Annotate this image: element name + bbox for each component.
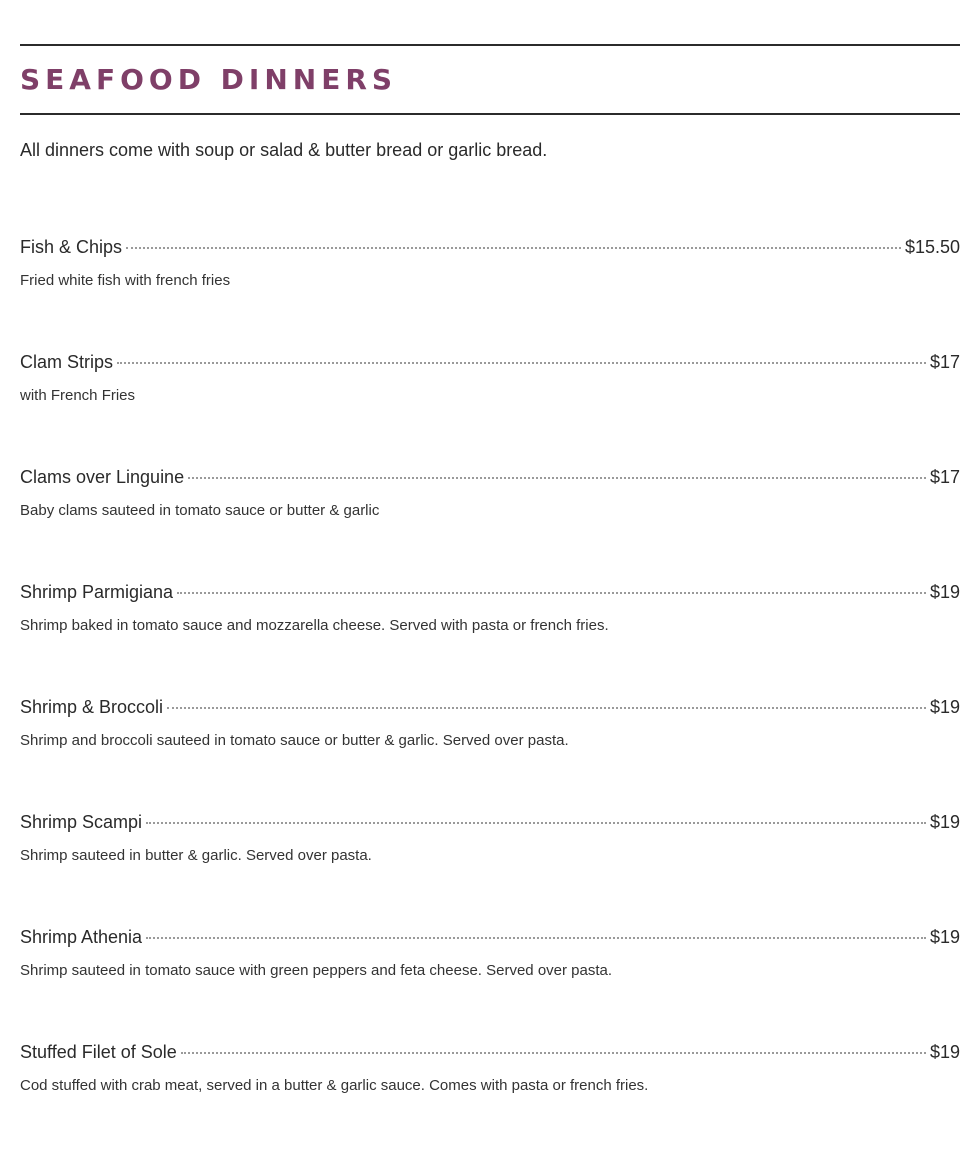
menu-item bbox=[20, 810, 960, 925]
menu-item bbox=[20, 580, 960, 695]
menu-item-price: $19 bbox=[929, 927, 960, 947]
dot-leader bbox=[177, 592, 926, 594]
menu-item bbox=[20, 925, 960, 1040]
menu-item-name: Shrimp Parmigiana bbox=[20, 582, 174, 602]
menu-item-name: Shrimp & Broccoli bbox=[20, 697, 164, 717]
dot-leader bbox=[188, 477, 926, 479]
menu-item-price: $19 bbox=[929, 812, 960, 832]
dot-leader bbox=[146, 822, 926, 824]
section-intro: All dinners come with soup or salad & butter bread or garlic bread. bbox=[20, 140, 548, 160]
menu-item-description: Cod stuffed with crab meat, served in a butter & garlic sauce. Comes with pasta or french fries. bbox=[20, 1077, 649, 1094]
menu-item bbox=[20, 235, 960, 350]
dot-leader bbox=[181, 1052, 926, 1054]
menu-item-price: $19 bbox=[929, 697, 960, 717]
menu-item-description: with French Fries bbox=[20, 387, 136, 404]
dot-leader bbox=[126, 247, 901, 249]
menu-item bbox=[20, 465, 960, 580]
menu-item-name: Clams over Linguine bbox=[20, 467, 185, 487]
menu-item-name: Shrimp Scampi bbox=[20, 812, 143, 832]
menu-item-price: $19 bbox=[929, 1042, 960, 1062]
menu-item-name: Fish & Chips bbox=[20, 237, 123, 257]
menu-item-name: Shrimp Athenia bbox=[20, 927, 143, 947]
menu-item-description: Shrimp and broccoli sauteed in tomato sauce or butter & garlic. Served over pasta. bbox=[20, 732, 569, 749]
menu-item-description: Shrimp sauteed in butter & garlic. Served over pasta. bbox=[20, 847, 372, 864]
menu-item-description: Shrimp sauteed in tomato sauce with green peppers and feta cheese. Served over pasta. bbox=[20, 962, 613, 979]
dot-leader bbox=[167, 707, 926, 709]
menu-item-price: $17 bbox=[929, 352, 960, 372]
menu-item-description: Shrimp baked in tomato sauce and mozzarella cheese. Served with pasta or french fries. bbox=[20, 617, 609, 634]
seafood-dinners-section bbox=[20, 0, 960, 1094]
menu-item-price: $15.50 bbox=[904, 237, 960, 257]
menu-item bbox=[20, 695, 960, 810]
menu-item-price: $19 bbox=[929, 582, 960, 602]
menu-item-description: Baby clams sauteed in tomato sauce or butter & garlic bbox=[20, 502, 380, 519]
menu-item bbox=[20, 1040, 960, 1155]
section-title: SEAFOOD DINNERS bbox=[20, 63, 398, 96]
menu-item-price: $17 bbox=[929, 467, 960, 487]
dot-leader bbox=[117, 362, 926, 364]
menu-item-description: Fried white fish with french fries bbox=[20, 272, 231, 289]
menu-item-name: Clam Strips bbox=[20, 352, 114, 372]
menu-item-name: Stuffed Filet of Sole bbox=[20, 1042, 177, 1062]
menu-item bbox=[20, 350, 960, 465]
dot-leader bbox=[146, 937, 926, 939]
